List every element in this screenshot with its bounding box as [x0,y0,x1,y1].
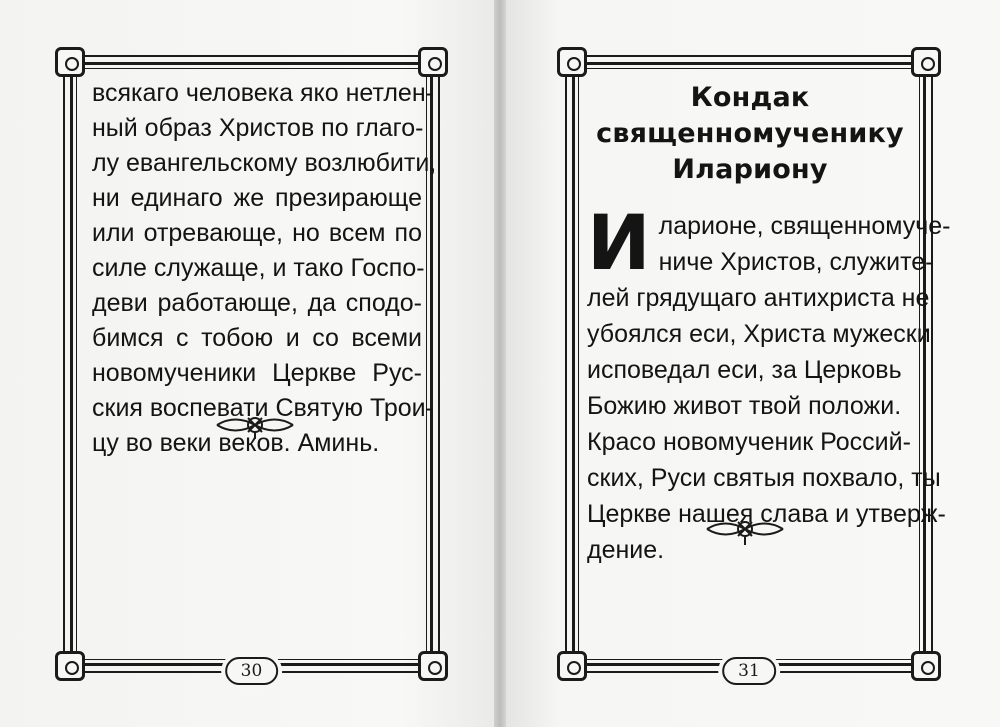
text-line: Красо новомученик Россий- [587,428,911,456]
page-number-left: 30 [225,657,279,685]
left-page-text [92,76,437,461]
drop-cap: И [587,198,651,287]
corner-ornament-icon [55,651,85,681]
prayer-title [582,80,918,188]
text-line: деви работающе, да сподо- [92,289,422,317]
corner-ornament-icon [911,651,941,681]
title-line: Илариону [672,154,828,185]
text-line: бимся с тобою и со всеми [92,324,422,352]
knot-ornament-icon [705,512,785,546]
text-line: новомученики Церкве Рус- [92,359,422,387]
text-line: Церкве нашея слава и утверж- [587,500,946,528]
corner-ornament-icon [418,47,448,77]
text-line: ларионе, священномуче- [658,212,951,240]
corner-ornament-icon [557,47,587,77]
book-gutter [494,0,506,727]
corner-ornament-icon [55,47,85,77]
text-line: исповедал еси, за Церковь [587,356,902,384]
text-line: всякаго человека яко нетлен- [92,79,434,107]
text-line: цу во веки веков. Аминь. [92,429,380,457]
text-line: ни единаго же презирающе [92,184,422,212]
text-line: дение. [587,536,665,564]
text-line: или отревающе, но всем по [92,219,422,247]
corner-ornament-icon [418,651,448,681]
page-number-right: 31 [722,657,776,685]
text-line: лей грядущаго антихриста не [587,284,930,312]
corner-ornament-icon [911,47,941,77]
text-line: Божию живот твой положи. [587,392,902,420]
title-line: священномученику [596,118,904,149]
text-line: ниче Христов, служите- [658,248,934,276]
text-line: силе служаще, и тако Госпо- [92,254,425,282]
corner-ornament-icon [557,651,587,681]
text-line: ских, Руси святыя похвало, ты [587,464,941,492]
knot-ornament-icon [215,410,295,440]
text-line: лу евангельскому возлюбити, [92,149,437,177]
text-line: ный образ Христов по глаго- [92,114,424,142]
title-line: Кондак [690,82,810,113]
text-line: убоялся еси, Христа мужески [587,320,931,348]
text-line: ския воспевати Святую Трои- [92,394,434,422]
